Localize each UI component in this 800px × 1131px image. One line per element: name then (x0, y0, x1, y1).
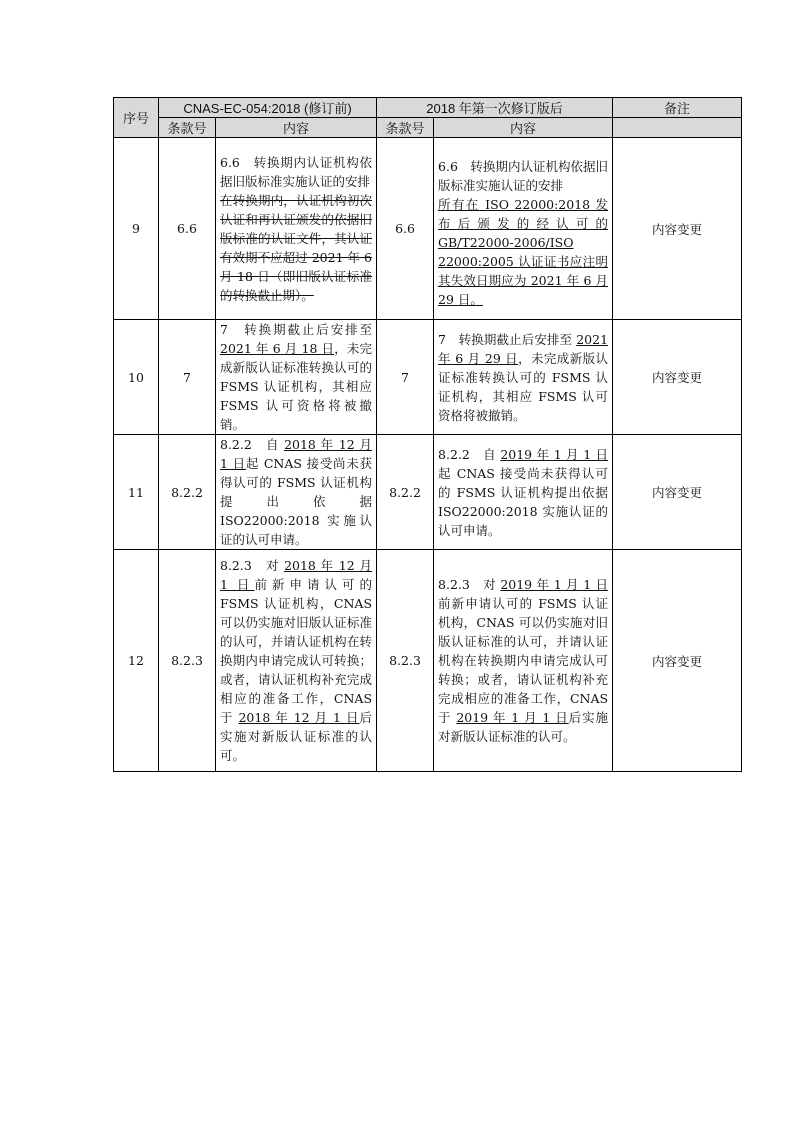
new-date-underlined-2: 2019 年 1 月 1 日 (456, 710, 569, 725)
new-content (434, 320, 613, 435)
old-content (216, 550, 377, 772)
header-row-2 (114, 118, 742, 138)
new-clause-number: 7 (377, 320, 434, 435)
old-text-b: 前新申请认可的 FSMS 认证机构，CNAS 可以仍实施对旧版认证标准的认可，并请认证机构在转换期内申请完成认可转换；或者，请认证机构补充完成相应的准备工作，CNAS 于 (220, 577, 373, 725)
new-content-added-text: 所有在 ISO 22000:2018 发布后颁发的经认可的 GB/T22000-2006/ISO 22000:2005 认证证书应注明其失效日期应为 2021 年 6 月 29 日。 (438, 196, 609, 307)
new-clause-number: 8.2.2 (377, 435, 434, 550)
new-clause-number: 6.6 (377, 138, 434, 320)
new-content (434, 138, 613, 320)
header-remark-blank (613, 118, 742, 138)
new-text-b: 起 CNAS 接受尚未获得认可的 FSMS 认证机构提出依据 ISO22000:2018 实施认证的认可申请。 (438, 465, 609, 538)
old-text-b: 起 CNAS 接受尚未获得认可的 FSMS 认证机构提出依据 ISO22000:2018 实施认证的认可申请。 (220, 456, 373, 547)
new-date-underlined: 2019 年 1 月 1 日 (500, 446, 609, 462)
old-clause-number: 6.6 (159, 138, 216, 320)
row-seq: 10 (114, 320, 159, 435)
header-old-clause: 条款号 (159, 118, 216, 138)
header-new-clause: 条款号 (377, 118, 434, 138)
old-text-a: 7 转换期截止后安排至 (220, 322, 373, 337)
old-date-underlined: 2018 年 12 月 1 日 (220, 437, 373, 471)
remark-cell: 内容变更 (613, 138, 742, 320)
new-text-a: 8.2.2 自 (438, 446, 501, 462)
header-remark: 备注 (613, 98, 742, 118)
old-content-deleted-text: 在转换期内，认证机构初次认证和再认证颁发的依据旧版标准的认证文件，其认证有效期不应超过 2021 年 6 月 18 日（即旧版认证标准的转换截止期）。 (220, 192, 373, 303)
header-old-content: 内容 (216, 118, 377, 138)
old-text-a: 8.2.2 自 (220, 437, 285, 452)
old-content (216, 320, 377, 435)
old-text-c: 后实施对新版认证标准的认可。 (220, 710, 373, 763)
table-row (114, 550, 742, 772)
new-content (434, 550, 613, 772)
header-seq: 序号 (114, 98, 159, 138)
old-date-underlined: 2018 年 12 月 1 日 (220, 558, 373, 592)
new-text-a: 8.2.3 对 (438, 577, 501, 592)
remark-cell: 内容变更 (613, 550, 742, 772)
old-content (216, 435, 377, 550)
remark-cell: 内容变更 (613, 320, 742, 435)
old-date-underlined-2: 2018 年 12 月 1 日 (238, 710, 360, 725)
new-content (434, 435, 613, 550)
row-seq: 12 (114, 550, 159, 772)
row-seq: 9 (114, 138, 159, 320)
old-text-a: 8.2.3 对 (220, 558, 285, 573)
new-date-underlined: 2021 年 6 月 29 日 (438, 331, 609, 366)
table-row (114, 138, 742, 320)
old-content (216, 138, 377, 320)
old-text-b: ，未完成新版认证标准转换认可的 FSMS 认证机构，其相应 FSMS 认可资格将被撤销。 (220, 341, 373, 432)
old-clause-number: 8.2.3 (159, 550, 216, 772)
new-content-title: 6.6 转换期内认证机构依据旧版标准实施认证的安排 (438, 158, 609, 193)
new-text-b: 前新申请认可的 FSMS 认证机构，CNAS 可以仍实施对旧版认证标准的认可，并请认证机构在转换期内申请完成认可转换；或者，请认证机构补充完成相应的准备工作，CNAS 于 (438, 596, 609, 725)
new-text-c: 后实施对新版认证标准的认可。 (438, 710, 609, 744)
old-date-underlined: 2021 年 6 月 18 日 (220, 341, 335, 356)
header-row-1 (114, 98, 742, 118)
new-text-b: ，未完成新版认证标准转换认可的 FSMS 认证机构，其相应 FSMS 认可资格将被撤销。 (438, 350, 609, 423)
old-clause-number: 8.2.2 (159, 435, 216, 550)
new-clause-number: 8.2.3 (377, 550, 434, 772)
table-row (114, 435, 742, 550)
revision-table (113, 97, 742, 772)
old-clause-number: 7 (159, 320, 216, 435)
row-seq: 11 (114, 435, 159, 550)
table-row (114, 320, 742, 435)
old-content-title: 6.6 转换期内认证机构依据旧版标准实施认证的安排 (220, 154, 373, 189)
header-old-version: CNAS-EC-054:2018 (修订前) (159, 98, 377, 118)
header-new-version: 2018 年第一次修订版后 (377, 98, 613, 118)
remark-cell: 内容变更 (613, 435, 742, 550)
new-text-a: 7 转换期截止后安排至 (438, 331, 577, 347)
header-new-content: 内容 (434, 118, 613, 138)
new-date-underlined: 2019 年 1 月 1 日 (500, 577, 609, 592)
